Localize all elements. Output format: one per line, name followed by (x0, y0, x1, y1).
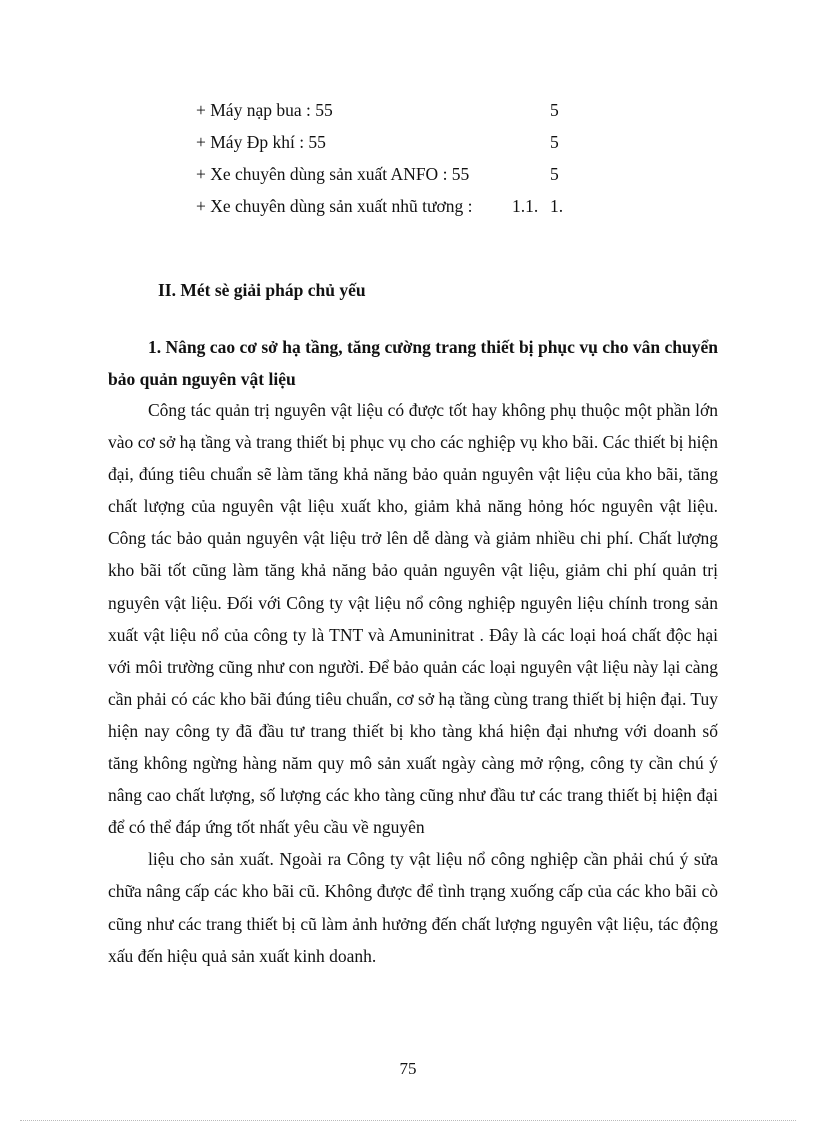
paragraph: Công tác quản trị nguyên vật liệu có được tốt hay không phụ thuộc một phần lớn vào cơ sở hạ tầng và trang thiết bị phục vụ cho các nghiệp vụ kho bãi. Các thiết bị hiện đại, đúng tiêu chuẩn sẽ làm tăng khả năng bảo quản nguyên vật liệu của kho bãi, tăng chất lượng của nguyên vật liệu xuất kho, giảm khả năng hỏng hóc nguyên vật liệu. Công tác bảo quản nguyên vật liệu trở lên dễ dàng và giảm nhiều chi phí. Chất lượng kho bãi tốt cũng làm tăng khả năng bảo quản nguyên vật liệu, giảm chi phí quản trị nguyên vật liệu. Đối với Công ty vật liệu nổ công nghiệp nguyên liệu chính trong sản xuất vật liệu nổ của công ty là TNT và Amuninitrat . Đây là các loại hoá chất độc hại với môi trường cũng như con người. Để bảo quản các loại nguyên vật liệu này lại càng cần phải có các kho bãi đúng tiêu chuẩn, cơ sở hạ tầng cùng trang thiết bị hiện đại. Tuy hiện nay công ty đã đầu tư trang thiết bị kho tàng khá hiện đại nhưng với doanh số tăng không ngừng hàng năm quy mô sản xuất ngày càng mở rộng, công ty cần chú ý nâng cao chất lượng, số lượng các kho tàng cũng như đầu tư các trang thiết bị hiện đại để có thể đáp ứng tốt nhất yêu cầu về nguyên (108, 400, 718, 838)
list-item-value-2: 5 (550, 164, 559, 184)
list-item (196, 126, 616, 158)
paragraph: liệu cho sản xuất. Ngoài ra Công ty vật liệu nổ công nghiệp cần phải chú ý sửa chữa nâng cấp các kho bãi cũ. Không được để tình trạng xuống cấp của các kho bãi cò cũng như các trang thiết bị cũ làm ảnh hưởng đến chất lượng nguyên vật liệu, tác động xấu đến hiệu quả sản xuất kinh doanh. (108, 849, 718, 966)
list-item (196, 158, 616, 190)
list-item-label: + Xe chuyên dùng sản xuất ANFO : 55 (196, 164, 470, 184)
list-item-label: + Máy Đp khí : 55 (196, 132, 326, 152)
page-number: 75 (399, 1059, 417, 1078)
subsection-heading: 1. Nâng cao cơ sở hạ tầng, tăng cường trang thiết bị phục vụ cho vân chuyển bảo quản nguyên vật liệu (108, 337, 718, 389)
section-heading: II. Mét sè giải pháp chủ yếu (158, 280, 366, 300)
list-item (196, 94, 616, 126)
equipment-list (196, 94, 616, 222)
list-item-value-2: 5 (550, 132, 559, 152)
body-text (108, 394, 718, 972)
list-item-label: + Xe chuyên dùng sản xuất nhũ tương : (196, 196, 473, 216)
list-item-value-1: 1.1. (512, 196, 539, 216)
footer-divider (20, 1120, 796, 1121)
list-item-value-2: 1. (550, 196, 564, 216)
list-item (196, 190, 616, 222)
list-item-label: + Máy nạp bua : 55 (196, 100, 333, 120)
list-item-value-2: 5 (550, 100, 559, 120)
